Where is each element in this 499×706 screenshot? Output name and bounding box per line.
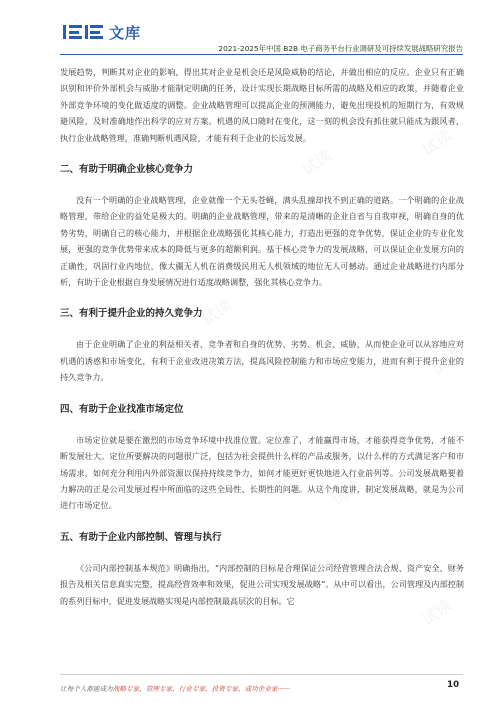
- paragraph-3: 由于企业明确了企业的利益相关者、竞争者和自身的优势、劣势、机会、威胁，从而使企业可以从容地应对机遇的诱惑和市场变化，有利于企业改进决策方法，提高风险控制能力和市场应变能力，进而有利于提升企业的持久竞争力。: [60, 339, 464, 383]
- brand-logo[interactable]: [63, 21, 141, 43]
- watermark-text: 试读: [428, 345, 466, 380]
- page-footer: [0, 674, 499, 706]
- watermark-text: 试读: [118, 115, 156, 150]
- watermark-text: 试读: [298, 145, 336, 180]
- footer-divider: [60, 674, 463, 675]
- page-header: [0, 0, 499, 60]
- paragraph-1: 发展趋势，判断其对企业的影响，得出其对企业是机会还是风险威胁的结论，并做出相应的反应。企业只有正确识别和评价外部机会与威胁才能制定明确的任务，设计实现长期战略目标所需的战略及相应的政策，并随着企业外部竞争环境的变化做适度的调整。企业战略管理可以提高企业的预测能力，避免出现投机的短期行为，有效规避风险，及时准确地作出科学的应对方案。机遇的风口随时在变化，这一刻的机会没有抓住就只能成为跟风者，执行企业战略管理，准确判断机遇风险，才能有利于企业的长远发展。: [60, 67, 464, 143]
- footer-slogan-prefix: 让每个人都能成为: [60, 685, 113, 693]
- paragraph-5: 《公司内部控制基本规范》明确指出，“内部控制的目标是合理保证公司经营管理合法合规、资产安全、财务报告及相关信息真实完整，提高经营效率和效果，促进公司实现发展战略”。从中可以看出，公司管理及内部控制的系列目标中，促进发展战略实现是内部控制最高层次的目标。它: [60, 562, 464, 606]
- section-heading-2: 二、有助于明确企业核心竞争力: [60, 164, 194, 176]
- watermark-text: 试读: [418, 125, 456, 160]
- watermark-text: 试读: [418, 595, 456, 630]
- page-number: 10: [447, 680, 459, 690]
- section-heading-4: 四、有助于企业找准市场定位: [60, 403, 184, 415]
- logo-text: 文库: [109, 23, 142, 42]
- watermark-text: 试读: [328, 475, 366, 510]
- watermark-text: 试读: [108, 425, 146, 460]
- main-content: [60, 64, 464, 609]
- watermark-text: 试读: [198, 575, 236, 610]
- watermark-text: 试读: [198, 295, 236, 330]
- section-heading-3: 三、有利于提升企业的持久竞争力: [60, 308, 203, 320]
- paragraph-4: 市场定位就是要在激烈的市场竞争环境中找准位置。定位准了，才能赢得市场，才能获得竞争优势，才能不断发展壮大。定位所要解决的问题很广泛，包括为社会提供什么样的产品或服务，以什么样的方式满足客户和市场需求，如何充分利用内外部资源以保持持续竞争力，如何才能更好更快地进入行业前列等。公司发展战略要着力解决的正是公司发展过程中所面临的这些全局性、长期性的问题。从这个角度讲，制定发展战略，就是为公司进行市场定位。: [60, 434, 464, 511]
- section-heading-5: 五、有助于企业内部控制、管理与执行: [60, 531, 222, 543]
- logo-mark-icon: [63, 23, 105, 41]
- report-title: 2021-2025年中国 B2B 电子商务平台行业调研及可持续发展战略研究报告: [218, 44, 463, 53]
- header-divider: [60, 54, 463, 55]
- footer-slogan-highlight: 战略专家、管理专家、行业专家、投资专家、成功企业家······: [112, 685, 291, 693]
- footer-slogan: [60, 683, 290, 693]
- paragraph-2: 没有一个明确的企业战略管理，企业就像一个无头苍蝇，满头乱撞却找不到正确的道路。一个明确的企业战略管理，带给企业的益处是极大的。明确的企业战略管理，带来的是清晰的企业自省与自我审视，明确自身的优势劣势，明确自己的核心能力，并根据企业战略强化其核心能力，打造出更强的竞争优势，保证企业的专业化发展，更强的竞争优势带来成本的降低与更多的超额利润。基于核心竞争力的发展战略，可以保证企业发展方向的正确性，巩固行业内地位，像大疆无人机在消费级民用无人机领域的地位无人可撼动。通过企业战略进行内部分析，有助于企业根据自身发展情况进行适度战略调整，强化其核心竞争力。: [60, 195, 464, 288]
